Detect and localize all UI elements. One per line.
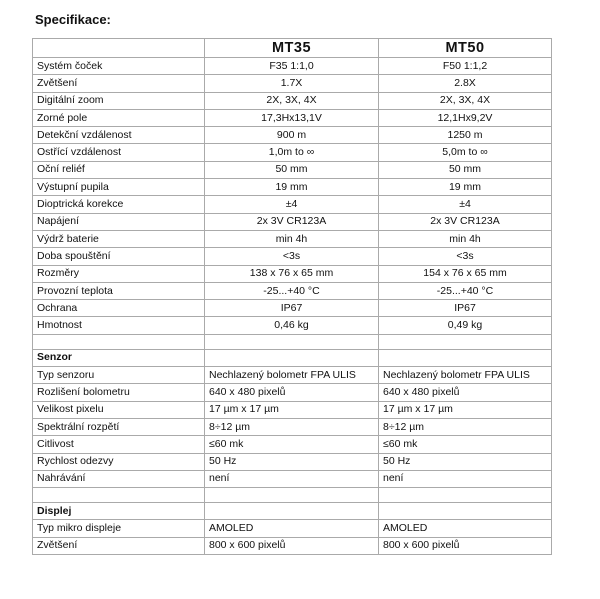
mt50-value: 2x 3V CR123A [379,213,552,230]
mt50-value: 800 x 600 pixelů [379,537,552,554]
spec-row [33,300,552,317]
spec-label: Provozní teplota [33,282,205,299]
mt50-value: 5,0m to ∞ [379,144,552,161]
mt50-value: Nechlazený bolometr FPA ULIS [379,367,552,384]
mt50-value: -25...+40 °C [379,282,552,299]
empty-cell [379,334,552,349]
spec-label: Ochrana [33,300,205,317]
mt50-value: AMOLED [379,520,552,537]
spec-row [33,248,552,265]
spec-label: Spektrální rozpětí [33,418,205,435]
mt35-value: 138 x 76 x 65 mm [205,265,379,282]
spec-label: Citlivost [33,436,205,453]
spec-row [33,109,552,126]
spec-label: Rychlost odezvy [33,453,205,470]
mt35-value: F35 1:1,0 [205,58,379,75]
spec-label: Dioptrická korekce [33,196,205,213]
model-mt50-header: MT50 [379,39,552,58]
mt35-value: -25...+40 °C [205,282,379,299]
empty-cell [205,503,379,520]
mt35-value: 50 Hz [205,453,379,470]
spec-row [33,230,552,247]
empty-cell [33,488,205,503]
mt50-value: <3s [379,248,552,265]
mt50-value: 50 Hz [379,453,552,470]
spec-row [33,265,552,282]
mt35-value: 8÷12 µm [205,418,379,435]
empty-cell [33,334,205,349]
spec-row [33,144,552,161]
spec-label: Zvětšení [33,537,205,554]
corner-cell [33,39,205,58]
display-section-row [33,503,552,520]
mt35-value: min 4h [205,230,379,247]
mt35-value: 19 mm [205,179,379,196]
spec-row [33,401,552,418]
mt50-value: 154 x 76 x 65 mm [379,265,552,282]
mt50-value: 640 x 480 pixelů [379,384,552,401]
mt50-value: 8÷12 µm [379,418,552,435]
mt50-value: F50 1:1,2 [379,58,552,75]
spec-row [33,179,552,196]
sensor-section-row [33,349,552,366]
mt35-value: 0,46 kg [205,317,379,334]
spec-row [33,520,552,537]
mt35-value: 2x 3V CR123A [205,213,379,230]
mt35-value: není [205,470,379,487]
mt35-value: 17 µm x 17 µm [205,401,379,418]
spec-row [33,213,552,230]
spec-row [33,75,552,92]
spec-row [33,317,552,334]
spec-label: Zvětšení [33,75,205,92]
mt50-value: 2X, 3X, 4X [379,92,552,109]
mt50-value: 2.8X [379,75,552,92]
spec-label: Výdrž baterie [33,230,205,247]
spec-label: Velikost pixelu [33,401,205,418]
spec-row [33,453,552,470]
spec-table [32,38,552,555]
spec-row [33,537,552,554]
spec-label: Systém čoček [33,58,205,75]
mt35-value: 800 x 600 pixelů [205,537,379,554]
empty-cell [205,334,379,349]
mt35-value: 900 m [205,127,379,144]
spec-table-body [33,39,552,555]
mt35-value: 2X, 3X, 4X [205,92,379,109]
mt50-value: ±4 [379,196,552,213]
spec-label: Výstupní pupila [33,179,205,196]
mt35-value: 50 mm [205,161,379,178]
spec-row [33,161,552,178]
mt35-value: IP67 [205,300,379,317]
mt50-value: 19 mm [379,179,552,196]
mt50-value: 12,1Hx9,2V [379,109,552,126]
spec-label: Zorné pole [33,109,205,126]
spec-label: Digitální zoom [33,92,205,109]
spec-label: Rozlišení bolometru [33,384,205,401]
mt50-value: není [379,470,552,487]
spec-label: Doba spouštění [33,248,205,265]
spec-label: Typ mikro displeje [33,520,205,537]
mt50-value: min 4h [379,230,552,247]
mt35-value: 640 x 480 pixelů [205,384,379,401]
mt35-value: ±4 [205,196,379,213]
empty-cell [379,488,552,503]
spec-row [33,367,552,384]
empty-cell [379,349,552,366]
mt50-value: 50 mm [379,161,552,178]
mt35-value: 1.7X [205,75,379,92]
mt35-value: <3s [205,248,379,265]
empty-cell [205,488,379,503]
spec-label: Napájení [33,213,205,230]
blank-row [33,334,552,349]
spec-row [33,282,552,299]
sensor-section-title: Senzor [33,349,205,366]
spec-label: Ostřící vzdálenost [33,144,205,161]
mt35-value: 17,3Hx13,1V [205,109,379,126]
mt35-value: ≤60 mk [205,436,379,453]
mt50-value: 0,49 kg [379,317,552,334]
spec-row [33,92,552,109]
mt50-value: 17 µm x 17 µm [379,401,552,418]
spec-label: Typ senzoru [33,367,205,384]
spec-label: Rozměry [33,265,205,282]
spec-row [33,470,552,487]
mt35-value: Nechlazený bolometr FPA ULIS [205,367,379,384]
mt50-value: IP67 [379,300,552,317]
spec-label: Oční reliéf [33,161,205,178]
spec-row [33,196,552,213]
page-title: Specifikace: [35,12,111,27]
spec-row [33,436,552,453]
spec-label: Nahrávání [33,470,205,487]
spec-label: Detekční vzdálenost [33,127,205,144]
empty-cell [379,503,552,520]
mt50-value: 1250 m [379,127,552,144]
spec-row [33,384,552,401]
mt35-value: 1,0m to ∞ [205,144,379,161]
mt50-value: ≤60 mk [379,436,552,453]
model-header-row [33,39,552,58]
spec-row [33,58,552,75]
spec-label: Hmotnost [33,317,205,334]
spec-row [33,127,552,144]
display-section-title: Displej [33,503,205,520]
spec-row [33,418,552,435]
blank-row [33,488,552,503]
model-mt35-header: MT35 [205,39,379,58]
empty-cell [205,349,379,366]
mt35-value: AMOLED [205,520,379,537]
